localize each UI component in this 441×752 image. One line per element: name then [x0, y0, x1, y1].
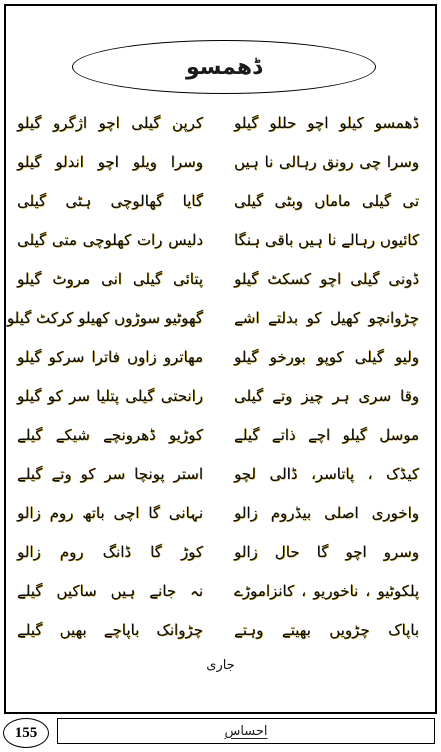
misra-first: وسرا چی رونق رہالی نا ہیں [234, 153, 419, 171]
continued-label: جاری [206, 658, 235, 673]
misra-second: کوڑیو ڈھرونچے شیکے گیلے [17, 426, 203, 444]
couplet [6, 496, 435, 530]
couplet [6, 457, 435, 491]
misra-second: پتائی گیلی انی مروٹ گیلو [17, 270, 203, 288]
couplet [6, 574, 435, 608]
misra-first: ڈھمسو کیلو اچو حللو گیلو [234, 114, 419, 132]
misra-first: پلکوٹیو ، ناخوریو ، کانزاموڑے [234, 582, 419, 600]
misra-second: کوڑ گا ڈانگ روم زالو [17, 543, 203, 561]
misra-second: کرپن گیلی اچو اژگرو گیلو [17, 114, 203, 132]
misra-first: چڑوانچو کھیل کو بدلتے اشے [234, 309, 419, 327]
footer-title: احساس [224, 723, 268, 739]
poem-title: ڈھمسو [186, 54, 262, 80]
misra-second: گایا گھالوچی ہٹی گیلی [17, 192, 203, 210]
couplet [6, 340, 435, 374]
misra-first: ولیو گیلی کوپو بورخو گیلو [234, 348, 419, 366]
misra-second: نہانی گا اچی باتھ روم زالو [17, 504, 203, 522]
misra-first: موسل گیلو اچے ذاتے گیلے [234, 426, 419, 444]
misra-second: مھاترو زاوں فاترا سرکو گیلو [17, 348, 203, 366]
misra-second: رانحتی گیلی پتلیا سر کو گیلو [17, 387, 203, 405]
couplet [6, 613, 435, 647]
misra-first: وقا سری ہر چیز وتے گیلی [234, 387, 419, 405]
couplet [6, 418, 435, 452]
couplet [6, 301, 435, 335]
misra-second: استر پونچا سر کو وتے گیلے [17, 465, 203, 483]
couplet [6, 535, 435, 569]
misra-first: کیڈک ، پاتاسر، ڈالی لچو [234, 465, 419, 483]
misra-second: دلیس رات کھلوچی متی گیلی [17, 231, 203, 249]
misra-first: واخوری اصلی بیڈروم زالو [234, 504, 419, 522]
misra-first: ڈونی گیلی اچو کسکٹ گیلو [234, 270, 419, 288]
misra-first: وسرو اچو گا حال زالو [234, 543, 419, 561]
couplet [6, 262, 435, 296]
page-frame [4, 4, 437, 714]
misra-second: نہ جانے ہیں ساکیں گیلے [17, 582, 203, 600]
title-oval [72, 40, 376, 94]
couplet [6, 145, 435, 179]
couplet [6, 106, 435, 140]
couplet [6, 379, 435, 413]
misra-second: گھوٹیو سوڑوں کھیلو کرکٹ گیلو [6, 309, 203, 327]
misra-second: چڑوانک باپاچے بھیں گیلے [17, 621, 203, 639]
couplet [6, 184, 435, 218]
page-number: 155 [3, 718, 49, 748]
footer-bar [57, 718, 435, 744]
misra-first: تی گیلی ماماں وبٹی گیلی [234, 192, 419, 210]
misra-second: وسرا ویلو اچو اندلو گیلو [17, 153, 203, 171]
misra-first: باپاک چڑویں بھیتے وہتے [234, 621, 419, 639]
couplet [6, 223, 435, 257]
misra-first: کائیوں رہالے نا ہیں باقی ہنگا [233, 231, 419, 249]
